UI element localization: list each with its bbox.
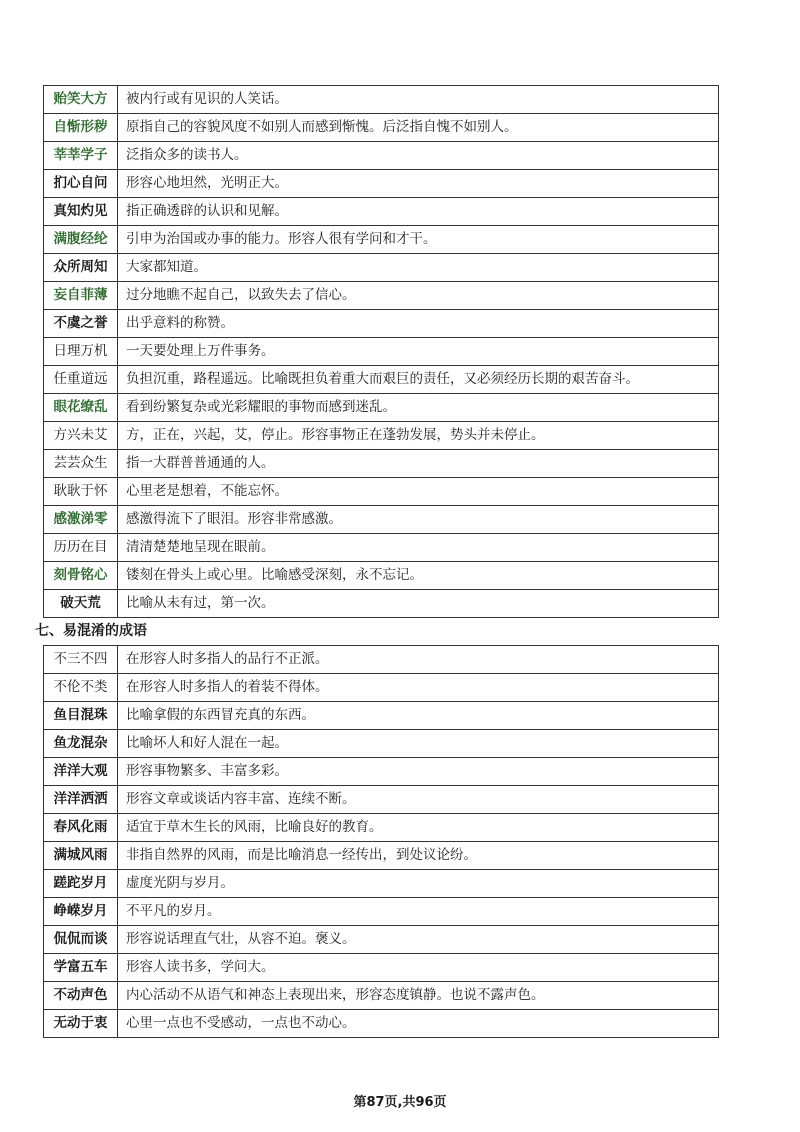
table-row xyxy=(44,478,719,506)
idiom-term: 鱼龙混杂 xyxy=(44,730,118,758)
idiom-term: 破天荒 xyxy=(44,590,118,618)
idiom-definition: 形容心地坦然，光明正大。 xyxy=(118,170,719,198)
idiom-definition: 指一大群普普通通的人。 xyxy=(118,450,719,478)
idiom-term: 峥嵘岁月 xyxy=(44,898,118,926)
table-row xyxy=(44,86,719,114)
idiom-term: 刻骨铭心 xyxy=(44,562,118,590)
idiom-term: 日理万机 xyxy=(44,338,118,366)
idiom-definition: 指正确透辟的认识和见解。 xyxy=(118,198,719,226)
table-row xyxy=(44,170,719,198)
idiom-definition: 方，正在，兴起，艾，停止。形容事物正在蓬勃发展，势头并未停止。 xyxy=(118,422,719,450)
table-row xyxy=(44,506,719,534)
table-row xyxy=(44,982,719,1010)
idiom-term: 芸芸众生 xyxy=(44,450,118,478)
table-row xyxy=(44,226,719,254)
idiom-definition: 大家都知道。 xyxy=(118,254,719,282)
table-row xyxy=(44,814,719,842)
table-row xyxy=(44,338,719,366)
idiom-term: 莘莘学子 xyxy=(44,142,118,170)
idiom-definition: 在形容人时多指人的着装不得体。 xyxy=(118,674,719,702)
idiom-term: 眼花缭乱 xyxy=(44,394,118,422)
table-row xyxy=(44,366,719,394)
idiom-term: 众所周知 xyxy=(44,254,118,282)
idiom-definition: 一天要处理上万件事务。 xyxy=(118,338,719,366)
idiom-table-1 xyxy=(43,85,719,618)
idiom-definition: 形容文章或谈话内容丰富、连续不断。 xyxy=(118,786,719,814)
idiom-table-2 xyxy=(43,645,719,1038)
idiom-definition: 虚度光阴与岁月。 xyxy=(118,870,719,898)
table-row xyxy=(44,562,719,590)
table-row xyxy=(44,310,719,338)
idiom-term: 不伦不类 xyxy=(44,674,118,702)
table-row xyxy=(44,842,719,870)
idiom-term: 任重道远 xyxy=(44,366,118,394)
table-row xyxy=(44,254,719,282)
idiom-term: 侃侃而谈 xyxy=(44,926,118,954)
idiom-definition: 泛指众多的读书人。 xyxy=(118,142,719,170)
idiom-definition: 出乎意料的称赞。 xyxy=(118,310,719,338)
idiom-term: 洋洋大观 xyxy=(44,758,118,786)
table-row xyxy=(44,198,719,226)
idiom-term: 不虞之誉 xyxy=(44,310,118,338)
table-row xyxy=(44,142,719,170)
table-row xyxy=(44,646,719,674)
table-row xyxy=(44,898,719,926)
idiom-term: 真知灼见 xyxy=(44,198,118,226)
idiom-definition: 被内行或有见识的人笑话。 xyxy=(118,86,719,114)
page-footer: 第87页,共96页 xyxy=(353,1095,447,1110)
idiom-definition: 形容说话理直气壮，从容不迫。褒义。 xyxy=(118,926,719,954)
table-row xyxy=(44,674,719,702)
idiom-definition: 镂刻在骨头上或心里。比喻感受深刻，永不忘记。 xyxy=(118,562,719,590)
idiom-definition: 感激得流下了眼泪。形容非常感激。 xyxy=(118,506,719,534)
idiom-definition: 比喻坏人和好人混在一起。 xyxy=(118,730,719,758)
idiom-definition: 看到纷繁复杂或光彩耀眼的事物而感到迷乱。 xyxy=(118,394,719,422)
idiom-term: 扪心自问 xyxy=(44,170,118,198)
idiom-definition: 形容人读书多，学问大。 xyxy=(118,954,719,982)
idiom-term: 耿耿于怀 xyxy=(44,478,118,506)
section-heading: 七、易混淆的成语 xyxy=(35,623,147,639)
table-row xyxy=(44,1010,719,1038)
table-row xyxy=(44,786,719,814)
idiom-term: 鱼目混珠 xyxy=(44,702,118,730)
table-row xyxy=(44,534,719,562)
idiom-table-1-body xyxy=(44,86,719,618)
idiom-definition: 非指自然界的风雨，而是比喻消息一经传出，到处议论纷。 xyxy=(118,842,719,870)
idiom-term: 春风化雨 xyxy=(44,814,118,842)
idiom-term: 不动声色 xyxy=(44,982,118,1010)
idiom-term: 妄自菲薄 xyxy=(44,282,118,310)
table-row xyxy=(44,758,719,786)
table-row xyxy=(44,114,719,142)
idiom-definition: 比喻从未有过，第一次。 xyxy=(118,590,719,618)
table-row xyxy=(44,590,719,618)
idiom-definition: 原指自己的容貌风度不如别人而感到惭愧。后泛指自愧不如别人。 xyxy=(118,114,719,142)
idiom-term: 满城风雨 xyxy=(44,842,118,870)
idiom-term: 自惭形秽 xyxy=(44,114,118,142)
table-row xyxy=(44,730,719,758)
table-row xyxy=(44,394,719,422)
idiom-term: 贻笑大方 xyxy=(44,86,118,114)
idiom-term: 蹉跎岁月 xyxy=(44,870,118,898)
idiom-definition: 负担沉重，路程遥远。比喻既担负着重大而艰巨的责任，又必须经历长期的艰苦奋斗。 xyxy=(118,366,719,394)
idiom-definition: 心里老是想着，不能忘怀。 xyxy=(118,478,719,506)
idiom-term: 无动于衷 xyxy=(44,1010,118,1038)
idiom-definition: 不平凡的岁月。 xyxy=(118,898,719,926)
idiom-term: 感激涕零 xyxy=(44,506,118,534)
idiom-table-2-body xyxy=(44,646,719,1038)
table-row xyxy=(44,702,719,730)
idiom-definition: 在形容人时多指人的品行不正派。 xyxy=(118,646,719,674)
table-row xyxy=(44,422,719,450)
idiom-definition: 心里一点也不受感动，一点也不动心。 xyxy=(118,1010,719,1038)
idiom-term: 洋洋洒洒 xyxy=(44,786,118,814)
idiom-term: 学富五车 xyxy=(44,954,118,982)
idiom-definition: 适宜于草木生长的风雨，比喻良好的教育。 xyxy=(118,814,719,842)
table-row xyxy=(44,954,719,982)
idiom-term: 满腹经纶 xyxy=(44,226,118,254)
idiom-term: 不三不四 xyxy=(44,646,118,674)
idiom-definition: 形容事物繁多、丰富多彩。 xyxy=(118,758,719,786)
table-row xyxy=(44,450,719,478)
idiom-definition: 比喻拿假的东西冒充真的东西。 xyxy=(118,702,719,730)
idiom-term: 历历在目 xyxy=(44,534,118,562)
idiom-definition: 清清楚楚地呈现在眼前。 xyxy=(118,534,719,562)
idiom-definition: 内心活动不从语气和神态上表现出来，形容态度镇静。也说不露声色。 xyxy=(118,982,719,1010)
table-row xyxy=(44,926,719,954)
table-row xyxy=(44,870,719,898)
idiom-definition: 引申为治国或办事的能力。形容人很有学问和才干。 xyxy=(118,226,719,254)
table-row xyxy=(44,282,719,310)
idiom-definition: 过分地瞧不起自己，以致失去了信心。 xyxy=(118,282,719,310)
idiom-term: 方兴未艾 xyxy=(44,422,118,450)
